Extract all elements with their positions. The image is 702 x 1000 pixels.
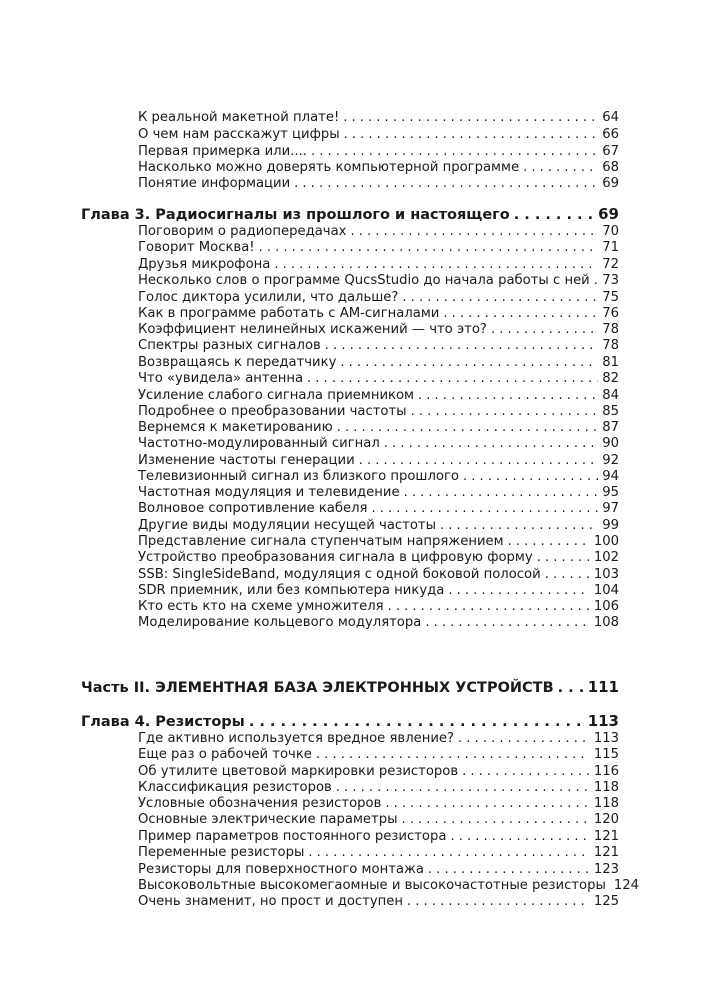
dot-leader <box>418 388 598 404</box>
chapter-heading <box>81 205 619 223</box>
dot-leader <box>545 567 590 583</box>
toc-entry <box>138 110 619 126</box>
entry-page: 113 <box>593 731 619 746</box>
entry-page: 84 <box>602 388 619 403</box>
entry-title: Что «увидела» антенна <box>138 371 304 386</box>
toc-entry <box>138 355 619 371</box>
dot-leader <box>463 469 598 485</box>
toc-entry <box>138 257 619 273</box>
entry-title: SDR приемник, или без компьютера никуда <box>138 583 445 598</box>
entry-title: Спектры разных сигналов <box>138 338 321 353</box>
toc-entry <box>138 829 619 845</box>
dot-leader <box>344 127 599 143</box>
entry-title: Классификация резисторов <box>138 780 332 795</box>
dot-leader <box>359 453 599 469</box>
entry-title: Где активно используется вредное явление? <box>138 731 455 746</box>
toc-entry <box>138 518 619 534</box>
toc-entry <box>138 599 619 615</box>
entry-title: Частотно-модулированный сигнал <box>138 436 380 451</box>
entry-page: 78 <box>602 322 619 337</box>
toc-entry <box>138 436 619 452</box>
entry-title: Переменные резисторы <box>138 845 305 860</box>
dot-leader <box>462 764 590 780</box>
entry-title: Вернемся к макетированию <box>138 420 333 435</box>
toc-entry <box>138 731 619 747</box>
toc-entry <box>138 338 619 354</box>
dot-leader <box>307 371 598 387</box>
entry-page: 82 <box>602 371 619 386</box>
entry-title: Устройство преобразования сигнала в цифровую форму <box>138 550 533 565</box>
dot-leader <box>384 436 598 452</box>
dot-leader <box>336 780 590 796</box>
entry-title: Высоковольтные высокомегаомные и высокочастотные резисторы <box>138 878 606 893</box>
dot-leader <box>404 485 599 501</box>
entry-page: 108 <box>593 615 619 630</box>
dot-leader <box>249 713 584 731</box>
entry-title: Поговорим о радиопередачах <box>138 224 347 239</box>
entry-page: 67 <box>602 144 619 159</box>
toc-entry <box>138 764 619 780</box>
entry-page: 64 <box>602 110 619 125</box>
dot-leader <box>343 110 598 126</box>
dot-leader <box>371 501 598 517</box>
entry-page: 78 <box>602 338 619 353</box>
toc-entry <box>138 747 619 763</box>
dot-leader <box>402 290 598 306</box>
entry-page: 75 <box>602 290 619 305</box>
entry-title: К реальной макетной плате! <box>138 110 340 125</box>
entry-page: 103 <box>593 567 619 582</box>
toc-entry <box>138 485 619 501</box>
entry-title: Условные обозначения резисторов <box>138 796 382 811</box>
entry-page: 76 <box>602 306 619 321</box>
entry-title: Возвращаясь к передатчику <box>138 355 337 370</box>
dot-leader <box>308 845 589 861</box>
entry-page: 118 <box>593 796 619 811</box>
entry-page: 124 <box>613 878 640 893</box>
entry-title: Очень знаменит, но прост и доступен <box>138 894 404 909</box>
entry-title: Еще раз о рабочей точке <box>138 747 312 762</box>
entry-page: 120 <box>593 812 619 827</box>
entry-title: Резисторы для поверхностного монтажа <box>138 862 424 877</box>
toc-entry <box>138 812 619 828</box>
dot-leader <box>440 518 598 534</box>
entry-page: 118 <box>593 780 619 795</box>
entry-page: 95 <box>602 485 619 500</box>
entry-title: Моделирование кольцевого модулятора <box>138 615 422 630</box>
entry-page: 68 <box>602 160 619 175</box>
entry-title: Об утилите цветовой маркировки резисторов <box>138 764 459 779</box>
dot-leader <box>385 796 589 812</box>
entry-title: Частотная модуляция и телевидение <box>138 485 400 500</box>
entry-title: Подробнее о преобразовании частоты <box>138 404 407 419</box>
dot-leader <box>388 599 590 615</box>
dot-leader <box>401 812 589 828</box>
toc-entry <box>138 567 619 583</box>
dot-leader <box>340 355 598 371</box>
toc-entry <box>138 501 619 517</box>
entry-title: Друзья микрофона <box>138 257 271 272</box>
dot-leader <box>407 894 590 910</box>
toc-entry <box>138 127 619 143</box>
dot-leader <box>523 160 598 176</box>
toc-entry <box>138 404 619 420</box>
entry-page: 90 <box>602 436 619 451</box>
entry-page: 121 <box>593 845 619 860</box>
entry-title: SSB: SingleSideBand, модуляция с одной боковой полосой <box>138 567 541 582</box>
chapter-page: 69 <box>598 205 619 223</box>
entry-page: 97 <box>602 501 619 516</box>
toc-entry <box>138 160 619 176</box>
part-title: Часть II. ЭЛЕМЕНТНАЯ БАЗА ЭЛЕКТРОННЫХ УСТРОЙСТВ <box>81 680 554 696</box>
toc-entry <box>138 371 619 387</box>
entry-title: Представление сигнала ступенчатым напряжением <box>138 534 504 549</box>
entry-page: 123 <box>593 862 619 877</box>
entry-page: 100 <box>593 534 619 549</box>
toc-entry <box>138 453 619 469</box>
toc-entry <box>138 780 619 796</box>
entry-title: Понятие информации <box>138 176 291 191</box>
dot-leader <box>508 534 590 550</box>
dot-leader <box>311 144 598 160</box>
entry-title: Телевизионный сигнал из близкого прошлого <box>138 469 459 484</box>
toc-entry <box>138 224 619 240</box>
entry-page: 125 <box>593 894 619 909</box>
entry-page: 72 <box>602 257 619 272</box>
entry-title: Усиление слабого сигнала приемником <box>138 388 415 403</box>
dot-leader <box>443 306 598 322</box>
entry-title: Основные электрические параметры <box>138 812 398 827</box>
toc-entry <box>138 388 619 404</box>
entry-page: 69 <box>602 176 619 191</box>
entry-page: 66 <box>602 127 619 142</box>
entry-page: 102 <box>593 550 619 565</box>
toc-entry <box>138 273 619 289</box>
entry-page: 115 <box>593 747 619 762</box>
dot-leader <box>594 273 598 289</box>
entry-page: 81 <box>602 355 619 370</box>
entry-title: Говорит Москва! <box>138 240 255 255</box>
dot-leader <box>537 550 590 566</box>
toc-entry <box>138 845 619 861</box>
entry-page: 87 <box>602 420 619 435</box>
dot-leader <box>425 615 590 631</box>
dot-leader <box>350 224 598 240</box>
entry-page: 94 <box>602 469 619 484</box>
entry-page: 70 <box>602 224 619 239</box>
entry-page: 106 <box>593 599 619 614</box>
entry-title: Пример параметров постоянного резистора <box>138 829 447 844</box>
entry-page: 71 <box>602 240 619 255</box>
toc-entry <box>138 144 619 160</box>
part-page: 111 <box>587 678 619 696</box>
chapter-title: Глава 3. Радиосигналы из прошлого и настоящего <box>81 207 510 223</box>
dot-leader <box>316 747 590 763</box>
toc-entry <box>138 550 619 566</box>
dot-leader <box>450 829 589 845</box>
dot-leader <box>514 206 594 224</box>
toc-entry <box>138 862 619 878</box>
toc-entry <box>138 796 619 812</box>
entry-title: Кто есть кто на схеме умножителя <box>138 599 384 614</box>
dot-leader <box>259 240 599 256</box>
toc-entry <box>138 240 619 256</box>
entry-title: О чем нам расскажут цифры <box>138 127 340 142</box>
entry-page: 116 <box>593 764 619 779</box>
entry-title: Голос диктора усилили, что дальше? <box>138 290 399 305</box>
dot-leader <box>458 731 590 747</box>
entry-title: Насколько можно доверять компьютерной программе <box>138 160 520 175</box>
toc-entry <box>138 290 619 306</box>
toc-entry <box>138 420 619 436</box>
toc-entry <box>138 469 619 485</box>
chapter-heading <box>81 712 619 730</box>
toc-entry <box>138 534 619 550</box>
entry-title: Несколько слов о программе QucsStudio до начала работы с ней <box>138 273 590 288</box>
entry-title: Коэффициент нелинейных искажений — что это? <box>138 322 487 337</box>
entry-page: 92 <box>602 453 619 468</box>
part-heading <box>81 678 619 696</box>
dot-leader <box>428 862 590 878</box>
toc-entry <box>138 306 619 322</box>
toc-entry <box>138 176 619 192</box>
dot-leader <box>491 322 598 338</box>
toc-entry <box>138 615 619 631</box>
entry-title: Первая примерка или.... <box>138 144 307 159</box>
chapter-title: Глава 4. Резисторы <box>81 714 245 730</box>
dot-leader <box>411 404 599 420</box>
toc-entry <box>138 878 640 894</box>
entry-title: Волновое сопротивление кабеля <box>138 501 368 516</box>
entry-title: Изменение частоты генерации <box>138 453 355 468</box>
entry-page: 73 <box>602 273 619 288</box>
dot-leader <box>325 338 598 354</box>
dot-leader <box>294 176 598 192</box>
chapter-page: 113 <box>587 712 619 730</box>
dot-leader <box>558 679 584 697</box>
toc-entry <box>138 894 619 910</box>
entry-page: 104 <box>593 583 619 598</box>
dot-leader <box>448 583 589 599</box>
entry-title: Как в программе работать с АМ-сигналами <box>138 306 440 321</box>
toc-entry <box>138 583 619 599</box>
entry-page: 121 <box>593 829 619 844</box>
entry-page: 85 <box>602 404 619 419</box>
toc-entry <box>138 322 619 338</box>
dot-leader <box>274 257 598 273</box>
entry-title: Другие виды модуляции несущей частоты <box>138 518 437 533</box>
dot-leader <box>337 420 599 436</box>
entry-page: 99 <box>602 518 619 533</box>
